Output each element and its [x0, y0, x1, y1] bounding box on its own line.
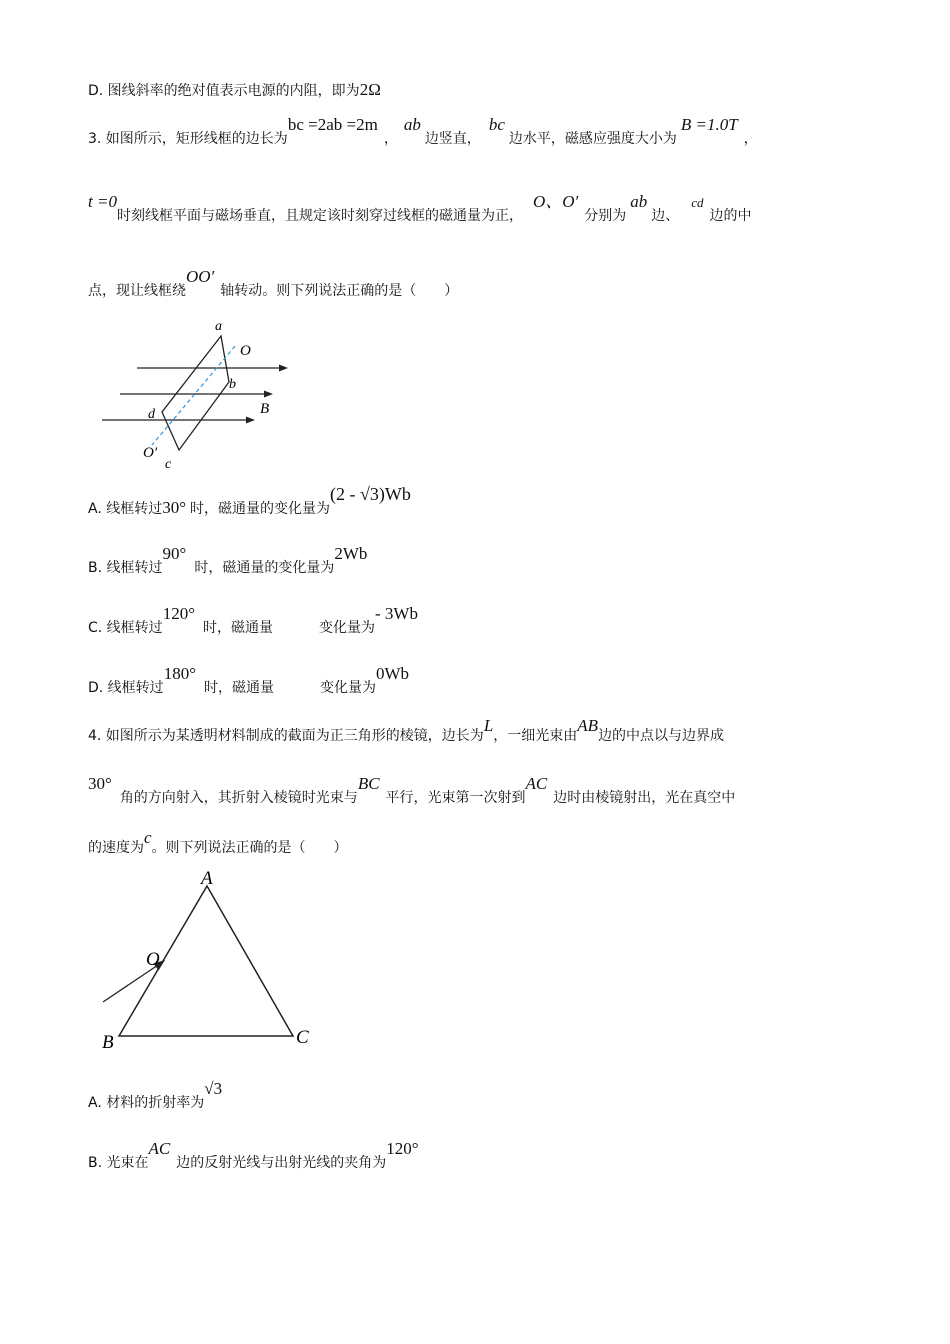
q2-option-d-text: D. 图线斜率的绝对值表示电源的内阻，即为	[88, 83, 360, 99]
q3-option-a-value: (2 - √3)Wb	[330, 484, 411, 504]
label-d: d	[148, 407, 155, 422]
q3-length-equation: bc =2ab =2m	[287, 115, 378, 134]
q3-option-d-angle: 180°	[163, 664, 196, 683]
label-o-prime: O′	[143, 445, 158, 461]
q3-option-c	[88, 604, 418, 638]
field-arrow-middle	[264, 391, 273, 398]
q3-option-a-angle: 30°	[162, 498, 187, 517]
q3-field-value: B =1.0T	[680, 115, 738, 134]
label-o: O	[240, 343, 251, 359]
q3-option-d-value: 0Wb	[376, 664, 410, 683]
q4-intro-a: 4. 如图所示为某透明材料制成的截面为正三角形的棱镜，边长为	[88, 728, 484, 744]
q4-option-a-text: A. 材料的折射率为	[88, 1095, 205, 1111]
q4-edge-bc: BC	[357, 774, 380, 793]
q3-stem-line-2	[88, 192, 752, 226]
q4-line2-b: 平行，光束第一次射到	[385, 790, 526, 806]
q3-line2-text: 时刻线框平面与磁场垂直，且规定该时刻穿过线框的磁通量为正，	[116, 208, 523, 224]
q3-option-a	[88, 484, 411, 519]
q3-figure	[95, 315, 305, 475]
q4-option-b	[88, 1139, 419, 1173]
q4-speed-c: c	[144, 828, 152, 847]
q3-edge-mid: 边的中	[709, 208, 752, 224]
q4-line3-a: 的速度为	[88, 840, 144, 856]
q3-stem-line-1	[88, 115, 758, 149]
q4-side-l: L	[483, 716, 494, 735]
field-arrow-bottom	[246, 417, 255, 424]
q4-stem-line-2	[88, 774, 736, 808]
q4-option-a-value: √3	[204, 1079, 223, 1098]
q3-option-b-angle: 90°	[162, 544, 187, 563]
q3-intro: 3. 如图所示，矩形线框的边长为	[88, 131, 288, 147]
q3-option-d-text-a: 时，磁通量	[204, 680, 274, 696]
q3-option-c-label: C. 线框转过	[88, 620, 163, 636]
q3-option-a-label: A. 线框转过	[88, 501, 163, 517]
q3-option-c-angle: 120°	[162, 604, 195, 623]
q3-option-b-text: 时，磁通量的变化量为	[194, 560, 335, 576]
label-b: b	[229, 377, 236, 392]
q2-option-d	[88, 80, 381, 101]
q3-edge-cd: cd	[691, 195, 704, 210]
q3-axis: OO′	[186, 267, 215, 286]
rectangular-frame	[162, 336, 229, 450]
q4-intro-b: ，一细光束由	[493, 728, 578, 744]
q4-option-b-text-b: 边的反射光线与出射光线的夹角为	[176, 1155, 387, 1171]
q4-option-b-value: 120°	[386, 1139, 419, 1158]
q3-edge-bc: bc	[488, 115, 505, 134]
q4-intro-c: 边的中点以与边界成	[598, 728, 725, 744]
q4-line3-b: 。则下列说法正确的是（ ）	[151, 840, 348, 856]
q4-stem-line-3	[88, 828, 348, 858]
q3-option-c-text-b: 变化量为	[319, 620, 375, 636]
q3-option-c-text-a: 时，磁通量	[203, 620, 273, 636]
q3-horizontal-text: 边水平，磁感应强度大小为	[508, 131, 677, 147]
q3-line3-b: 轴转动。则下列说法正确的是（ ）	[220, 283, 459, 299]
q4-option-b-edge: AC	[148, 1139, 171, 1158]
q3-option-d-text-b: 变化量为	[320, 680, 376, 696]
q3-edge-ab-2: ab	[630, 192, 648, 211]
q4-stem-line-1	[88, 716, 725, 746]
q3-option-b-value: 2Wb	[334, 544, 368, 563]
q3-option-c-value: - 3Wb	[375, 604, 418, 623]
q4-edge-ab: AB	[577, 716, 599, 735]
q3-option-b	[88, 544, 368, 578]
q2-option-d-value: 2Ω	[359, 80, 381, 99]
q4-line2-c: 边时由棱镜射出，光在真空中	[553, 790, 736, 806]
label-field-b: B	[260, 401, 270, 417]
q3-edge-sep: 边、	[651, 208, 680, 224]
label-a: a	[215, 319, 222, 334]
q3-comma: ，	[383, 131, 398, 147]
q3-midpoint-text: 分别为	[584, 208, 627, 224]
q3-points-oo: O、O′	[532, 192, 579, 211]
q3-option-a-text: 时，磁通量的变化量为	[190, 501, 331, 517]
q4-line2-a: 角的方向射入，其折射入棱镜时光束与	[119, 790, 358, 806]
q3-comma-2: ，	[743, 131, 758, 147]
label-vertex-b: B	[102, 1032, 114, 1053]
label-vertex-c: C	[296, 1027, 309, 1048]
q4-option-a	[88, 1079, 223, 1113]
q4-figure	[95, 862, 325, 1057]
q3-edge-ab: ab	[403, 115, 421, 134]
q4-edge-ac: AC	[525, 774, 548, 793]
q3-option-d-label: D. 线框转过	[88, 680, 164, 696]
q4-angle-30: 30°	[88, 774, 112, 793]
label-point-o: O	[146, 949, 160, 970]
q3-option-b-label: B. 线框转过	[88, 560, 163, 576]
q3-line3-a: 点，现让线框绕	[88, 283, 186, 299]
q3-t-zero: t =0	[88, 192, 117, 211]
q3-option-d	[88, 664, 410, 698]
field-arrow-top	[279, 365, 288, 372]
q4-option-b-text-a: B. 光束在	[88, 1155, 149, 1171]
label-c: c	[165, 457, 172, 472]
q3-stem-line-3	[88, 267, 459, 301]
label-vertex-a: A	[201, 868, 213, 889]
q3-vertical-text: 边竖直，	[424, 131, 481, 147]
